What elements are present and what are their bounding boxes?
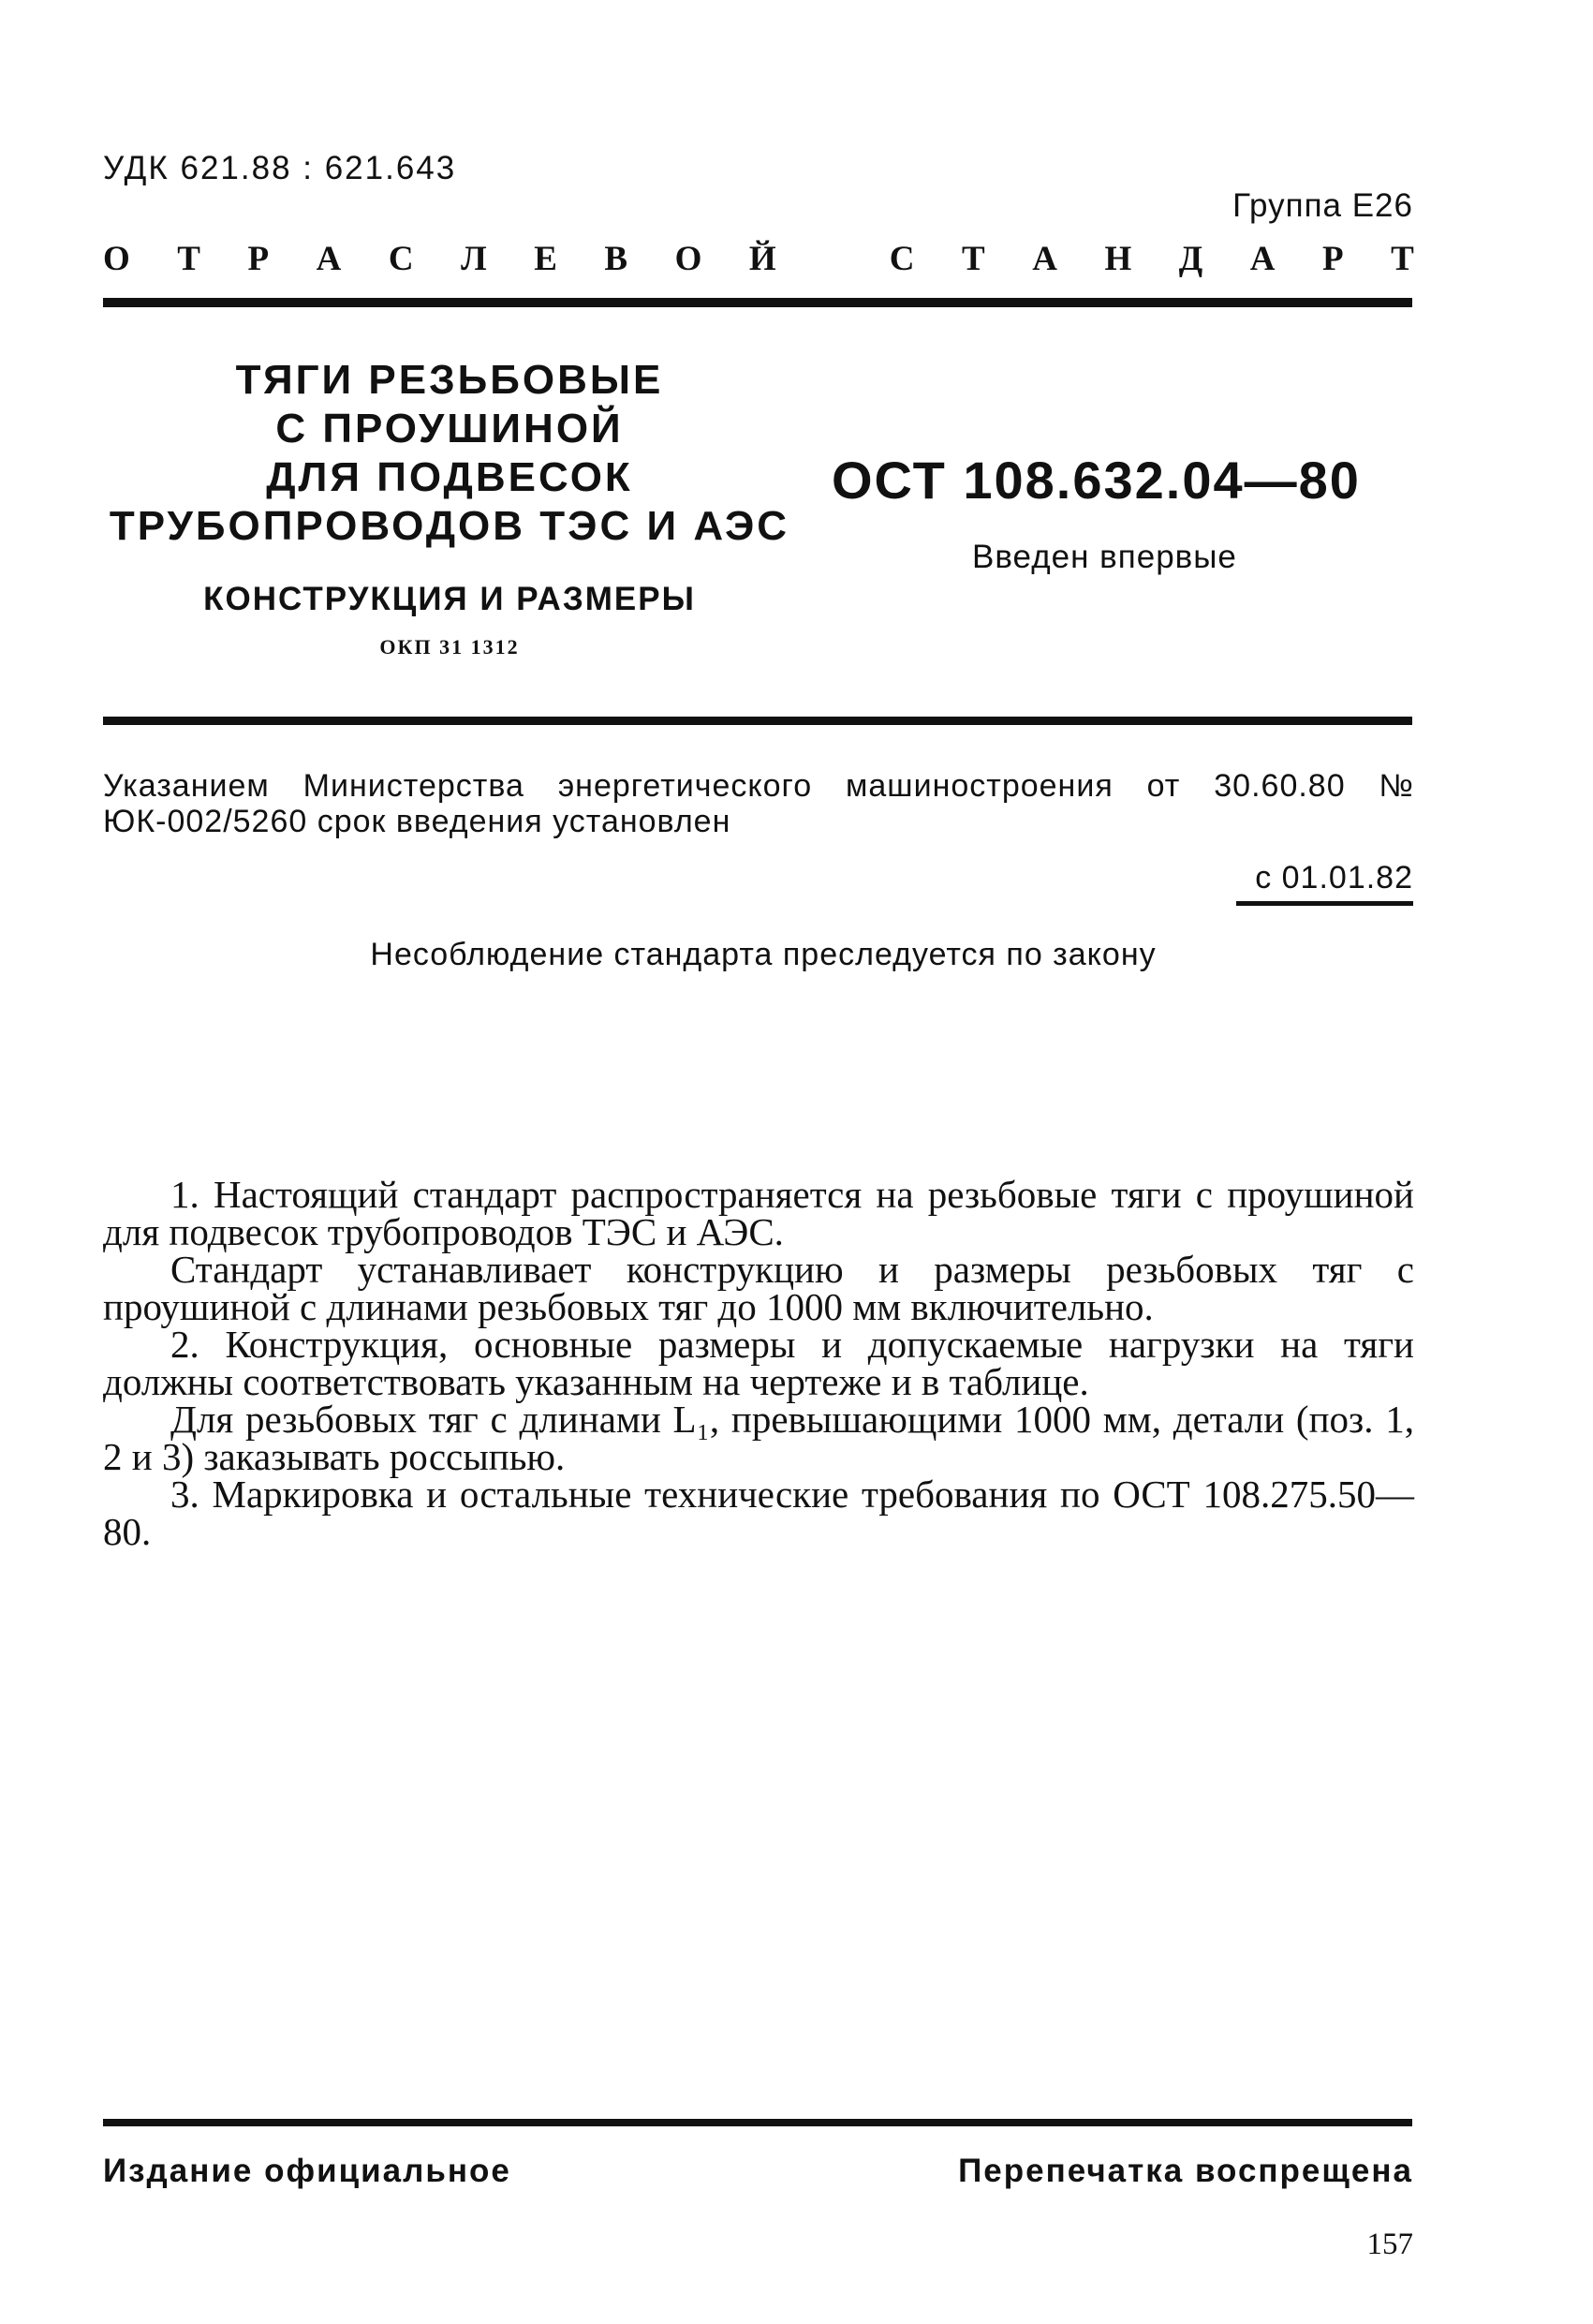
group-code: Группа Е26 — [1232, 187, 1413, 224]
introduction-note: Введен впервые — [972, 539, 1237, 575]
effective-date: с 01.01.82 — [1255, 860, 1413, 896]
title-line: ТЯГИ РЕЗЬБОВЫЕ — [235, 357, 664, 403]
body-text — [103, 1173, 1414, 1553]
document-title — [103, 356, 796, 551]
heading-letter: О — [103, 240, 130, 278]
heading-letter: О — [674, 240, 702, 278]
heading-letter: Т — [177, 240, 200, 278]
udk-code: УДК 621.88 : 621.643 — [103, 150, 457, 186]
title-line: ДЛЯ ПОДВЕСОК — [266, 454, 633, 500]
heading-letter: С — [388, 240, 414, 278]
heading-letter: Е — [534, 240, 557, 278]
paragraph: 3. Маркировка и остальные технические требования по ОСТ 108.275.50—80. — [103, 1473, 1414, 1553]
reprint-notice: Перепечатка воспрещена — [958, 2153, 1413, 2189]
heading-letter: Л — [461, 240, 487, 278]
heading-letter: Й — [748, 240, 776, 278]
title-divider — [103, 717, 1412, 725]
footer-divider — [103, 2119, 1412, 2126]
paragraph: Для резьбовых тяг с длинами L₁, превышающими 1000 мм, детали (поз. 1, 2 и 3) заказывать россыпью. — [103, 1398, 1414, 1478]
heading-letter: А — [1249, 240, 1276, 278]
heading-letter: Т — [961, 240, 985, 278]
penalty-notice: Несоблюдение стандарта преследуется по закону — [370, 937, 1157, 972]
heading-letter: Р — [247, 240, 270, 278]
paragraph: 2. Конструкция, основные размеры и допускаемые нагрузки на тяги должны соответствовать указанным на чертеже и в таблице. — [103, 1323, 1414, 1403]
heading-letter: Т — [1391, 240, 1414, 278]
standard-designation: ОСТ 108.632.04—80 — [832, 451, 1361, 510]
paragraph: Стандарт устанавливает конструкцию и размеры резьбовых тяг с проушиной с длинами резьбовых тяг до 1000 мм включительно. — [103, 1248, 1414, 1328]
date-underline — [1236, 901, 1413, 906]
page-number: 157 — [1366, 2228, 1413, 2261]
title-line: С ПРОУШИНОЙ — [275, 406, 624, 451]
heading-letter: Н — [1104, 240, 1132, 278]
okp-code: ОКП 31 1312 — [379, 635, 520, 659]
heading-letter: Д — [1178, 240, 1203, 278]
heading-letter: С — [889, 240, 915, 278]
heading-letter: В — [604, 240, 628, 278]
heading-letter: А — [316, 240, 342, 278]
header-divider — [103, 298, 1412, 307]
decree-text: Указанием Министерства энергетического машиностроения от 30.60.80 № ЮК-002/5260 срок введения установлен — [103, 768, 1414, 839]
heading-letter: А — [1032, 240, 1057, 278]
heading-gap — [823, 239, 842, 279]
paragraph: 1. Настоящий стандарт распространяется на резьбовые тяги с проушиной для подвесок трубопроводов ТЭС и АЭС. — [103, 1173, 1414, 1253]
title-line: ТРУБОПРОВОДОВ ТЭС И АЭС — [109, 503, 790, 549]
edition-label: Издание официальное — [103, 2153, 511, 2189]
document-subtitle: КОНСТРУКЦИЯ И РАЗМЕРЫ — [203, 581, 696, 617]
heading-letter: Р — [1321, 240, 1344, 278]
standard-type-heading — [103, 239, 1414, 279]
